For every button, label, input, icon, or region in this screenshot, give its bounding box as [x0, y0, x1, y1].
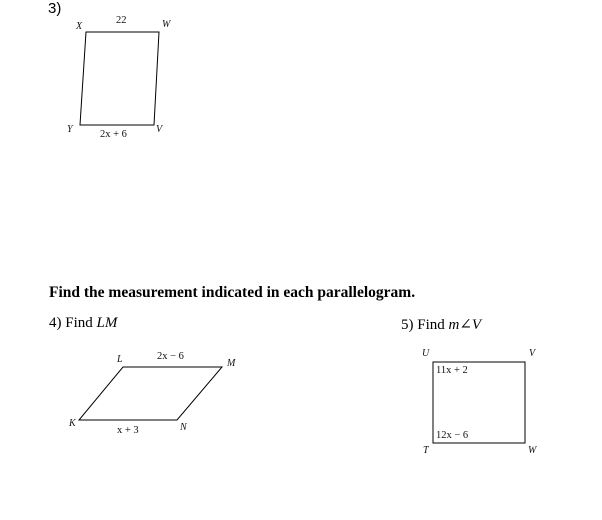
problem-5-number: 5) [401, 317, 414, 333]
side-xw-length: 22 [116, 15, 127, 26]
vertex-y-label: Y [67, 124, 73, 135]
problem-4-number: 4) [49, 315, 62, 331]
section-heading: Find the measurement indicated in each parallelogram. [49, 284, 416, 301]
vertex-m-label: M [227, 358, 236, 369]
side-lm-length: 2x − 6 [157, 351, 184, 362]
side-kn-length: x + 3 [117, 425, 139, 436]
vertex-u-label: U [422, 348, 430, 359]
angle-t-measure: 12x − 6 [436, 430, 469, 441]
vertex-n-label: N [180, 422, 187, 433]
problem-5-target: m∠V [448, 317, 482, 333]
vertex-w-label: W [528, 445, 537, 456]
angle-u-measure: 11x + 2 [436, 365, 468, 376]
side-yv-length: 2x + 6 [100, 129, 127, 140]
vertex-v-label: V [156, 124, 163, 135]
problem-5-prompt-text: Find [417, 317, 445, 333]
problem-4-prompt-text: Find [65, 315, 93, 331]
vertex-w-label: W [162, 19, 171, 30]
vertex-t-label: T [423, 445, 429, 456]
vertex-k-label: K [69, 418, 76, 429]
problem-4-target: LM [96, 315, 118, 331]
vertex-l-label: L [117, 354, 123, 365]
vertex-x-label: X [76, 21, 83, 32]
vertex-v-label: V [529, 348, 536, 359]
problem-3-number: 3) [48, 0, 62, 17]
